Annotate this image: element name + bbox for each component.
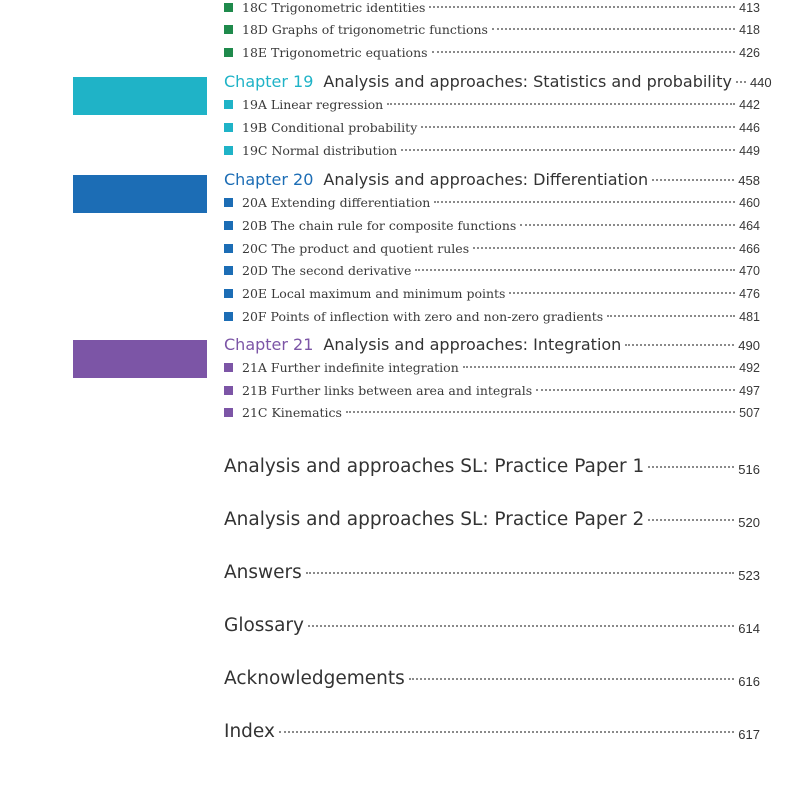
toc-section-row[interactable] (224, 97, 760, 117)
section-label: 19C Normal distribution (242, 143, 398, 158)
section-label: 18C Trigonometric identities (242, 0, 426, 15)
toc-glossary[interactable] (224, 615, 760, 643)
chapter-number: Chapter 21 (224, 335, 314, 354)
page-number: 614 (738, 621, 760, 636)
section-label: 20F Points of inflection with zero and non-zero gradients (242, 309, 604, 324)
page-number: 617 (738, 727, 760, 742)
dot-leader (607, 315, 735, 317)
section-bullet (224, 146, 233, 155)
dot-leader (536, 389, 735, 391)
chapter-20-color-tab (73, 175, 207, 213)
section-label: 18E Trigonometric equations (242, 45, 428, 60)
toc-section-row[interactable] (224, 241, 760, 261)
dot-leader (652, 179, 734, 181)
page-number: 616 (738, 674, 760, 689)
section-label: 19B Conditional probability (242, 120, 418, 135)
section-label: 21B Further links between area and integrals (242, 383, 533, 398)
section-label: 20C The product and quotient rules (242, 241, 470, 256)
page-number: 440 (749, 75, 772, 90)
section-bullet (224, 289, 233, 298)
dot-leader (409, 678, 734, 680)
dot-leader (429, 6, 735, 8)
section-label: 18D Graphs of trigonometric functions (242, 22, 488, 37)
chapter-title: Analysis and approaches: Integration (323, 335, 622, 354)
page-number: 507 (739, 406, 760, 420)
section-bullet (224, 48, 233, 57)
dot-leader (648, 466, 734, 468)
toc-section-row[interactable] (224, 218, 760, 238)
toc-section-row[interactable] (224, 383, 760, 403)
section-label: 21C Kinematics (242, 405, 342, 420)
chapter-title: Analysis and approaches: Differentiation (323, 170, 649, 189)
dot-leader (387, 103, 735, 105)
toc-practice-paper-1[interactable] (224, 456, 760, 484)
toc-acknowledgements[interactable] (224, 668, 760, 696)
section-bullet (224, 363, 233, 372)
section-label: 20D The second derivative (242, 263, 412, 278)
section-bullet (224, 198, 233, 207)
page-number: 497 (739, 384, 760, 398)
section-bullet (224, 408, 233, 417)
toc-section-row[interactable] (224, 286, 760, 306)
page-number: 449 (739, 144, 760, 158)
dot-leader (434, 201, 735, 203)
chapter-number: Chapter 20 (224, 170, 314, 189)
section-bullet (224, 3, 233, 12)
chapter-19-color-tab (73, 77, 207, 115)
toc-section-row[interactable] (224, 143, 760, 163)
section-bullet (224, 221, 233, 230)
dot-leader (736, 81, 746, 83)
dot-leader (346, 411, 735, 413)
dot-leader (509, 292, 735, 294)
section-label: 19A Linear regression (242, 97, 384, 112)
dot-leader (520, 224, 735, 226)
dot-leader (463, 366, 735, 368)
page-number: 418 (739, 23, 760, 37)
section-bullet (224, 244, 233, 253)
dot-leader (473, 247, 735, 249)
entry-label: Index (224, 721, 275, 742)
page-number: 426 (739, 46, 760, 60)
page-number: 446 (739, 121, 760, 135)
page-number: 520 (738, 515, 760, 530)
page-number: 442 (739, 98, 760, 112)
dot-leader (625, 344, 734, 346)
section-label: 20B The chain rule for composite functions (242, 218, 517, 233)
dot-leader (421, 126, 735, 128)
page-number: 464 (739, 219, 760, 233)
section-label: 20E Local maximum and minimum points (242, 286, 506, 301)
toc-practice-paper-2[interactable] (224, 509, 760, 537)
toc-section-row[interactable] (224, 195, 760, 215)
dot-leader (401, 149, 735, 151)
dot-leader (492, 28, 735, 30)
section-label: 20A Extending differentiation (242, 195, 431, 210)
toc-section-row[interactable] (224, 360, 760, 380)
toc-section-row[interactable] (224, 263, 760, 283)
dot-leader (648, 519, 734, 521)
page-number: 516 (738, 462, 760, 477)
page-number: 470 (739, 264, 760, 278)
chapter-20-heading[interactable] (224, 170, 760, 194)
section-bullet (224, 25, 233, 34)
section-bullet (224, 123, 233, 132)
page-number: 458 (738, 173, 760, 188)
toc-section-row[interactable] (224, 120, 760, 140)
dot-leader (279, 731, 734, 733)
chapter-21-heading[interactable] (224, 335, 760, 359)
toc-answers[interactable] (224, 562, 760, 590)
section-label: 21A Further indefinite integration (242, 360, 459, 375)
toc-section-row[interactable] (224, 405, 760, 425)
page-number: 466 (739, 242, 760, 256)
chapter-title: Analysis and approaches: Statistics and probability (323, 72, 732, 91)
dot-leader (306, 572, 735, 574)
toc-section-row[interactable] (224, 0, 760, 20)
page-number: 476 (739, 287, 760, 301)
chapter-19-heading[interactable] (224, 72, 772, 96)
chapter-21-color-tab (73, 340, 207, 378)
entry-label: Acknowledgements (224, 668, 405, 689)
section-bullet (224, 100, 233, 109)
entry-label: Analysis and approaches SL: Practice Paper 2 (224, 509, 645, 530)
page-number: 460 (739, 196, 760, 210)
toc-section-row[interactable] (224, 309, 760, 329)
entry-label: Glossary (224, 615, 304, 636)
entry-label: Analysis and approaches SL: Practice Paper 1 (224, 456, 645, 477)
dot-leader (308, 625, 734, 627)
toc-index[interactable] (224, 721, 760, 749)
section-bullet (224, 386, 233, 395)
entry-label: Answers (224, 562, 302, 583)
page-number: 413 (739, 1, 760, 15)
dot-leader (415, 269, 735, 271)
page-number: 490 (738, 338, 760, 353)
toc-section-row[interactable] (224, 22, 760, 42)
toc-section-row[interactable] (224, 45, 760, 65)
dot-leader (432, 51, 736, 53)
section-bullet (224, 312, 233, 321)
page-number: 481 (739, 310, 760, 324)
section-bullet (224, 266, 233, 275)
page-number: 492 (739, 361, 760, 375)
page-number: 523 (738, 568, 760, 583)
chapter-number: Chapter 19 (224, 72, 314, 91)
